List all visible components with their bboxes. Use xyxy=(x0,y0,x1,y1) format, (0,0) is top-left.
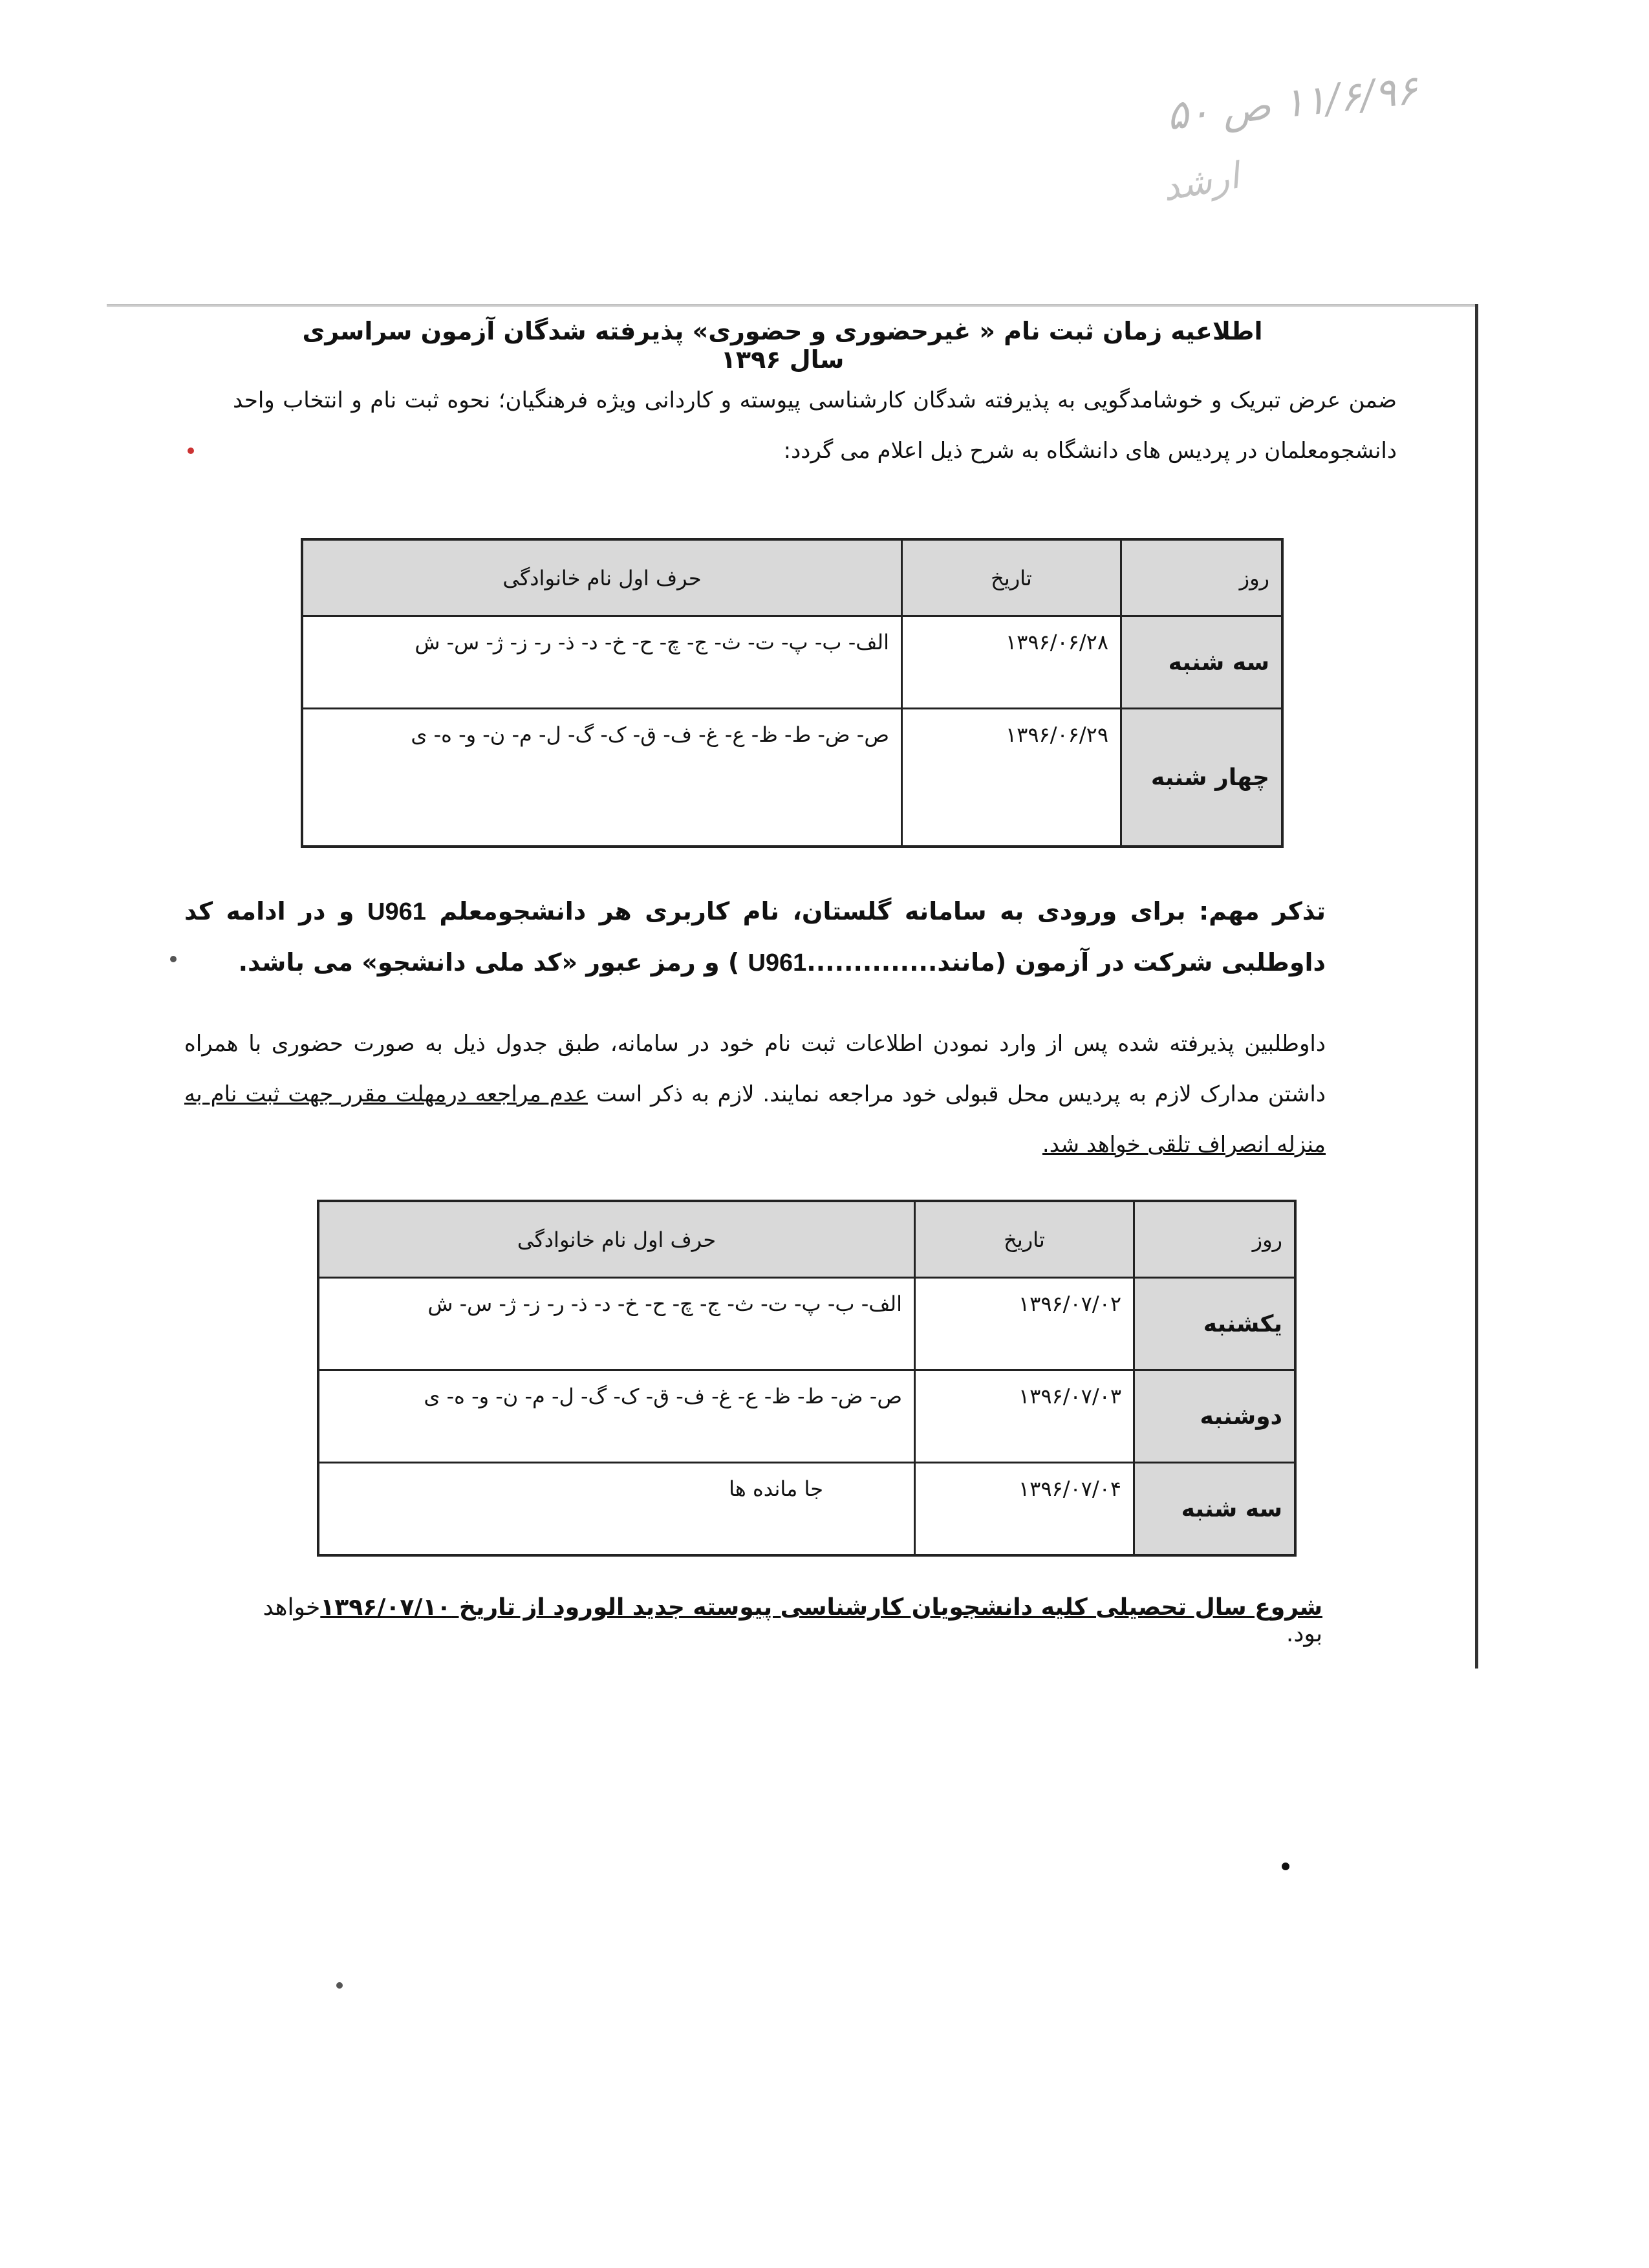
table-row xyxy=(302,709,1282,847)
example-code: U961 xyxy=(748,949,807,977)
letters-cell: ص- ض- ط- ظ- ع- غ- ف- ق- ک- گ- ل- م- ن- و- ه- ی xyxy=(302,709,902,847)
header-letters: حرف اول نام خانوادگی xyxy=(302,539,902,616)
table-row xyxy=(318,1463,1295,1556)
start-date-suffix: خواهد بود. xyxy=(263,1594,1322,1647)
scan-speck xyxy=(170,956,177,962)
right-margin-line xyxy=(1475,304,1478,1669)
day-cell: دوشنبه xyxy=(1134,1370,1296,1463)
header-date: تاریخ xyxy=(915,1201,1134,1278)
day-cell: چهار شنبه xyxy=(1121,709,1283,847)
scan-speck xyxy=(188,448,194,454)
important-text-2: و در ادامه کد داوطلبی شرکت در آزمون (مانند.............. xyxy=(184,897,1326,977)
table-header-row xyxy=(302,539,1282,616)
table-row xyxy=(318,1278,1295,1370)
top-divider xyxy=(107,304,1478,307)
header-letters: حرف اول نام خانوادگی xyxy=(318,1201,915,1278)
date-cell: ۱۳۹۶/۰۶/۲۸ xyxy=(902,616,1121,709)
letters-cell: جا مانده ها xyxy=(318,1463,915,1556)
day-cell: یکشنبه xyxy=(1134,1278,1296,1370)
announcement-title: اطلاعیه زمان ثبت نام « غیرحضوری و حضوری» پذیرفته شدگان آزمون سراسری سال ۱۳۹۶ xyxy=(302,317,1263,374)
letters-cell: ص- ض- ط- ظ- ع- غ- ف- ق- ک- گ- ل- م- ن- و- ه- ی xyxy=(318,1370,915,1463)
online-registration-table xyxy=(301,538,1284,848)
table-row xyxy=(318,1370,1295,1463)
deadline-warning: عدم مراجعه درمهلت مقرر جهت ثبت نام به منزله انصراف تلقی خواهد شد. xyxy=(184,1081,1326,1158)
scan-speck xyxy=(1282,1863,1289,1870)
in-person-paragraph xyxy=(184,1019,1326,1170)
scan-speck xyxy=(336,1982,343,1989)
date-cell: ۱۳۹۶/۰۷/۰۴ xyxy=(915,1463,1134,1556)
day-cell: سه شنبه xyxy=(1121,616,1283,709)
header-day: روز xyxy=(1134,1201,1296,1278)
letters-cell: الف- ب- پ- ت- ث- ج- چ- ح- خ- د- ذ- ر- ز- ژ- س- ش xyxy=(318,1278,915,1370)
header-day: روز xyxy=(1121,539,1283,616)
letters-cell: الف- ب- پ- ت- ث- ج- چ- ح- خ- د- ذ- ر- ز- ژ- س- ش xyxy=(302,616,902,709)
in-person-text: داوطلبین پذیرفته شده پس از وارد نمودن اطلاعات ثبت نام خود در سامانه، طبق جدول ذیل به صورت حضوری با همراه داشتن مدارک لازم به پردیس محل قبولی خود مراجعه نمایند. لازم به ذکر است xyxy=(184,1031,1326,1107)
important-text-3: ) و رمز عبور «کد ملی دانشجو» می باشد. xyxy=(238,948,740,977)
date-cell: ۱۳۹۶/۰۷/۰۲ xyxy=(915,1278,1134,1370)
table-row xyxy=(302,616,1282,709)
in-person-registration-table xyxy=(317,1200,1297,1557)
important-text-1: تذکر مهم: برای ورودی به سامانه گلستان، نام کاربری هر دانشجومعلم xyxy=(439,897,1326,925)
table-header-row xyxy=(318,1201,1295,1278)
date-cell: ۱۳۹۶/۰۷/۰۳ xyxy=(915,1370,1134,1463)
header-date: تاریخ xyxy=(902,539,1121,616)
important-note xyxy=(184,886,1326,988)
intro-paragraph: ضمن عرض تبریک و خوشامدگویی به پذیرفته شدگان کارشناسی پیوسته و کاردانی ویژه فرهنگیان؛ نحوه ثبت نام و انتخاب واحد دانشجومعلمان در پردیس های دانشگاه به شرح ذیل اعلام می گردد: xyxy=(233,387,1397,464)
date-cell: ۱۳۹۶/۰۶/۲۹ xyxy=(902,709,1121,847)
handwritten-note xyxy=(1099,65,1461,233)
username-prefix: U961 xyxy=(367,898,426,925)
handwritten-note-line-2: ارشد xyxy=(1159,155,1242,210)
handwritten-note-line-1: ۱۱/۶/۹۶ ص ۵۰ xyxy=(1164,65,1420,140)
start-date-text: شروع سال تحصیلی کلیه دانشجویان کارشناسی پیوسته جدید الورود از تاریخ ۱۳۹۶/۰۷/۱۰ xyxy=(320,1594,1322,1621)
academic-year-start xyxy=(252,1594,1322,1647)
day-cell: سه شنبه xyxy=(1134,1463,1296,1556)
